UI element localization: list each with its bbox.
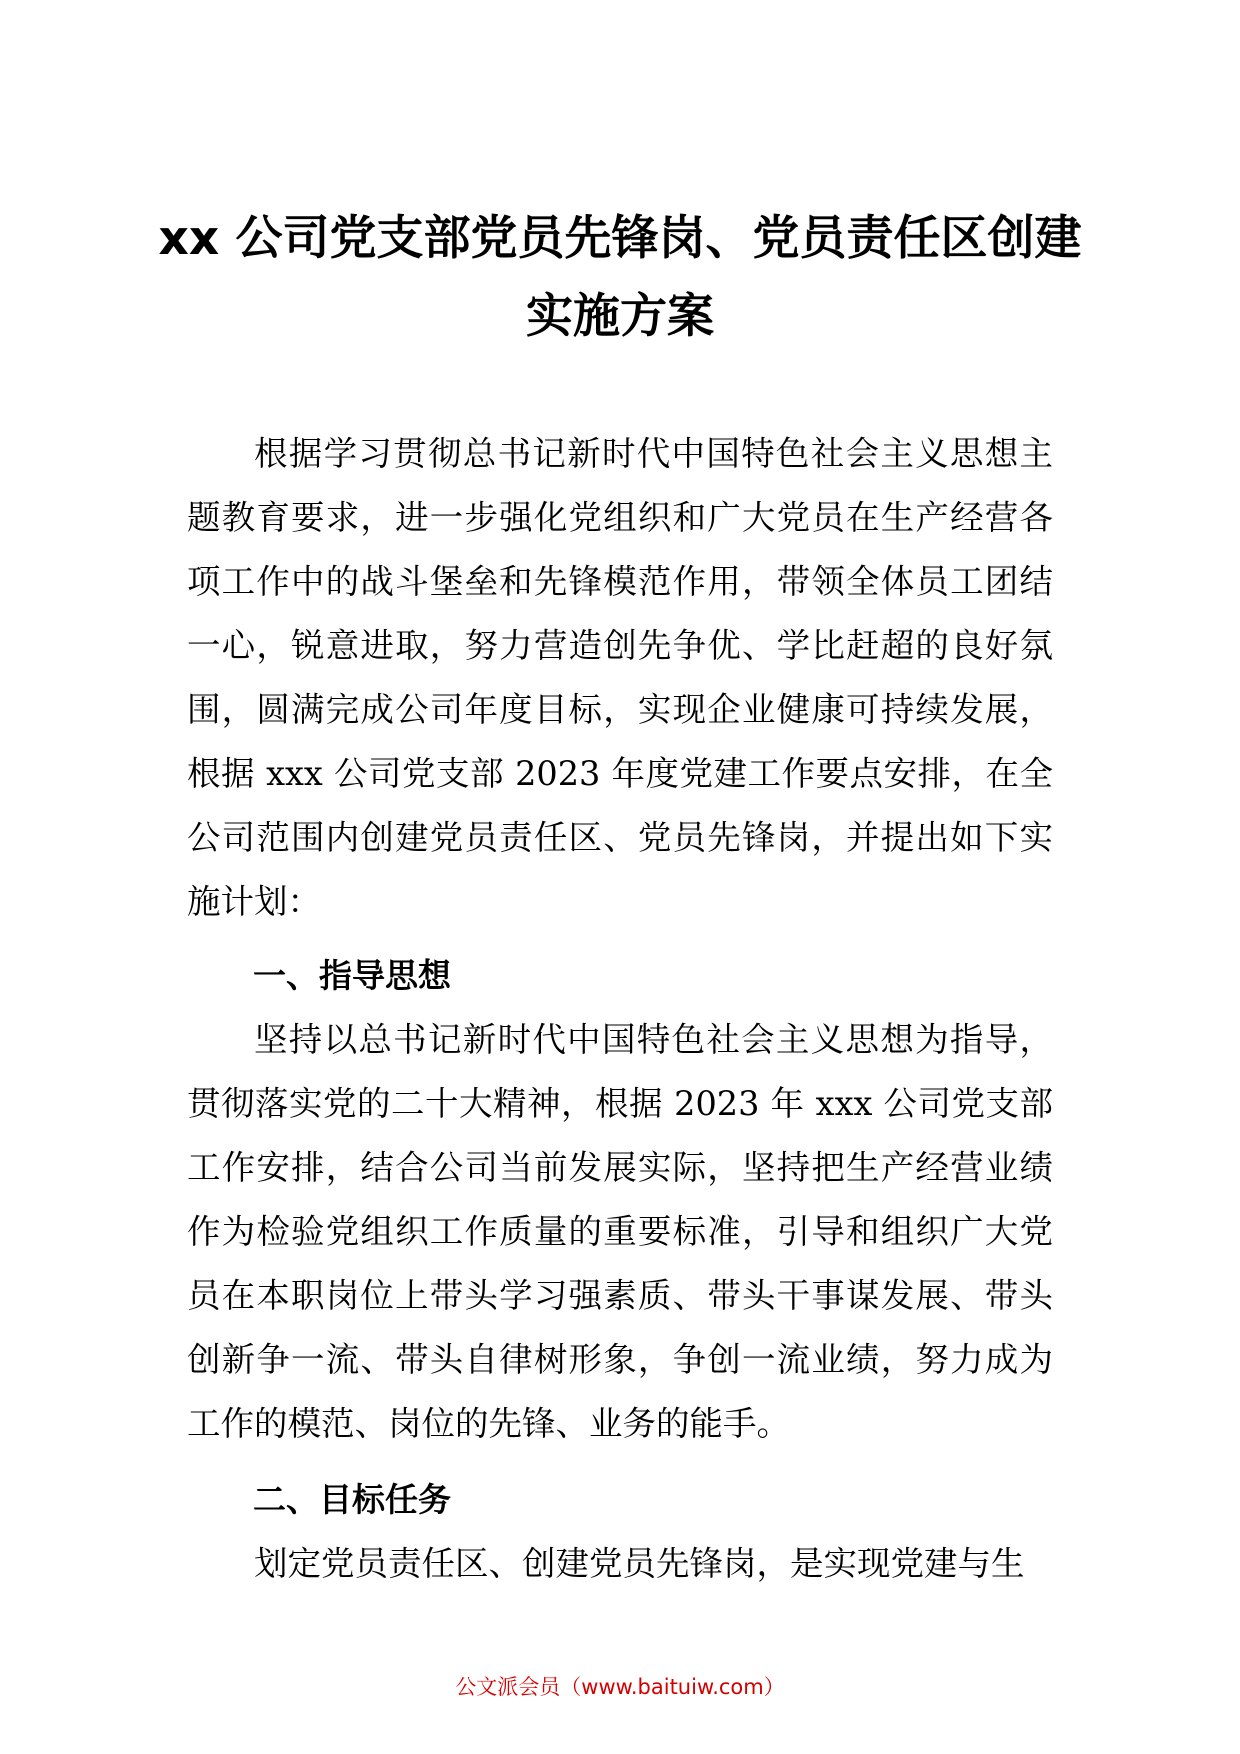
- section-paragraph-guiding-ideology: 坚持以总书记新时代中国特色社会主义思想为指导，贯彻落实党的二十大精神，根据 2023 年 xxx 公司党支部工作安排，结合公司当前发展实际，坚持把生产经营业绩作为检验党组织工作质量的重要标准，引导和组织广大党员在本职岗位上带头学习强素质、带头干事谋发展、带头创新争一流、带头自律树形象，争创一流业绩，努力成为工作的模范、岗位的先锋、业务的能手。: [187, 1020, 1053, 1443]
- footer-watermark-text: 公文派会员（www.baituiw.com）: [455, 1675, 785, 1699]
- intro-paragraph: 根据学习贯彻总书记新时代中国特色社会主义思想主题教育要求，进一步强化党组织和广大党员在生产经营各项工作中的战斗堡垒和先锋模范作用，带领全体员工团结一心，锐意进取，努力营造创先争优、学比赶超的良好氛围，圆满完成公司年度目标，实现企业健康可持续发展，根据 xxx 公司党支部 2023 年度党建工作要点安排，在全公司范围内创建党员责任区、党员先锋岗，并提出如下实施计划：: [187, 434, 1053, 921]
- document-title: xx 公司党支部党员先锋岗、党员责任区创建实施方案: [158, 211, 1082, 344]
- section-paragraph-goals-tasks: 划定党员责任区、创建党员先锋岗，是实现党建与生: [254, 1544, 1025, 1583]
- section-heading-guiding-ideology: 一、指导思想: [253, 956, 451, 995]
- document-body: [187, 422, 1053, 1596]
- section-heading-goals-tasks: 二、目标任务: [253, 1480, 451, 1519]
